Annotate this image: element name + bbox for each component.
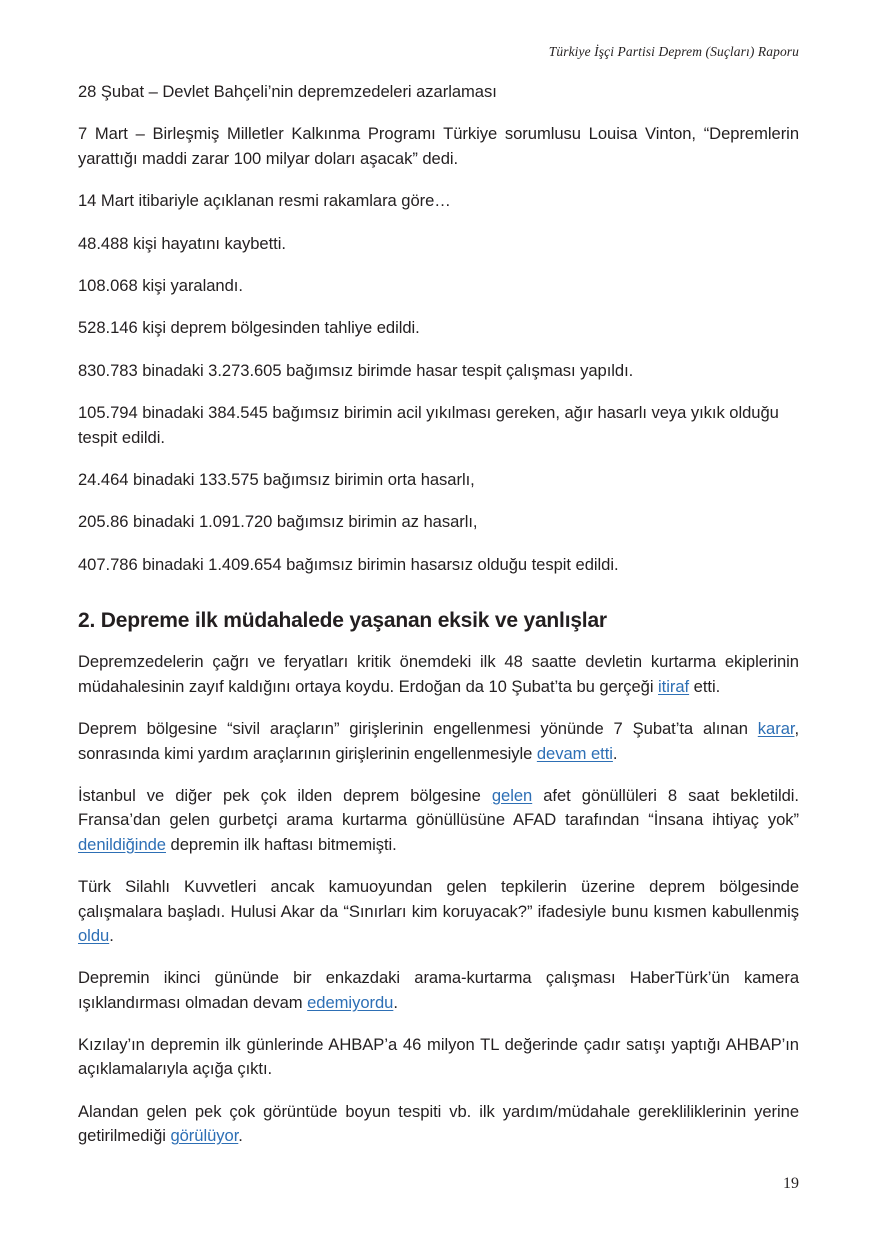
paragraph-text: Depremin ikinci gününde bir enkazdaki arama-kurtarma çalışması HaberTürk’ün kamera ışıklandırması olmadan devam xyxy=(78,968,799,1012)
link-karar[interactable]: karar xyxy=(757,719,795,739)
paragraph-text: . xyxy=(612,743,618,763)
paragraph-text: , sonrasında kimi yardım araçlarının girişlerinin engellenmesiyle xyxy=(78,719,799,763)
link-denildiginde[interactable]: denildiğinde xyxy=(78,834,166,854)
link-oldu[interactable]: oldu xyxy=(78,925,110,945)
body-paragraph-4 xyxy=(78,875,799,948)
paragraph-text: . xyxy=(238,1126,243,1146)
timeline-paragraph: 7 Mart – Birleşmiş Milletler Kalkınma Programı Türkiye sorumlusu Louisa Vinton, “Depremlerin yarattığı maddi zarar 100 milyar doları aşacak” dedi. xyxy=(78,124,799,168)
link-gelen[interactable]: gelen xyxy=(491,785,533,805)
timeline-paragraph: 205.86 binadaki 1.091.720 bağımsız birimin az hasarlı, xyxy=(78,512,478,532)
timeline-paragraph: 528.146 kişi deprem bölgesinden tahliye edildi. xyxy=(78,318,420,338)
page-number: 19 xyxy=(783,1175,799,1192)
body-paragraph-6: Kızılay’ın depremin ilk günlerinde AHBAP’a 46 milyon TL değerinde çadır satışı yaptığı AHBAP’ın açıklamalarıyla açığa çıktı. xyxy=(78,1035,799,1079)
paragraph-text: . xyxy=(393,992,398,1012)
body-paragraph-7 xyxy=(78,1100,799,1149)
body-paragraph-1 xyxy=(78,650,799,699)
running-header: Türkiye İşçi Partisi Deprem (Suçları) Raporu xyxy=(548,44,799,59)
paragraph-text: etti. xyxy=(689,676,721,696)
link-goruluyor[interactable]: görülüyor xyxy=(170,1126,239,1146)
link-devam-etti[interactable]: devam etti xyxy=(536,743,613,763)
timeline-paragraph: 105.794 binadaki 384.545 bağımsız birimin acil yıkılması gereken, ağır hasarlı veya yıkık olduğu tespit edildi. xyxy=(78,403,779,447)
paragraph-text: Depremzedelerin çağrı ve feryatları kritik önemdeki ilk 48 saatte devletin kurtarma ekiplerinin müdahalesinin zayıf kaldığını ortaya koydu. Erdoğan da 10 Şubat’ta bu gerçeği xyxy=(78,652,799,696)
link-edemiyordu[interactable]: edemiyordu xyxy=(307,992,394,1012)
timeline-paragraph: 24.464 binadaki 133.575 bağımsız birimin orta hasarlı, xyxy=(78,469,475,489)
timeline-paragraph: 407.786 binadaki 1.409.654 bağımsız birimin hasarsız olduğu tespit edildi. xyxy=(78,554,619,574)
paragraph-text: Alandan gelen pek çok görüntüde boyun tespiti vb. ilk yardım/müdahale gerekliliklerinin yerine getirilmediği xyxy=(78,1101,799,1146)
body-paragraph-2 xyxy=(78,717,799,766)
timeline-paragraph: 14 Mart itibariyle açıklanan resmi rakamlara göre… xyxy=(78,191,451,211)
timeline-paragraph: 48.488 kişi hayatını kaybetti. xyxy=(78,233,286,253)
page-content xyxy=(78,80,799,1149)
timeline-paragraph: 108.068 kişi yaralandı. xyxy=(78,275,243,295)
paragraph-text: İstanbul ve diğer pek çok ilden deprem bölgesine xyxy=(78,785,492,805)
body-paragraph-5 xyxy=(78,966,799,1015)
paragraph-text: Türk Silahlı Kuvvetleri ancak kamuoyundan gelen tepkilerin üzerine deprem bölgesinde çalışmalara başladı. Hulusi Akar da “Sınırları kim koruyacak?” ifadesiyle bunu kısmen kabullenmiş xyxy=(78,877,799,921)
link-itiraf[interactable]: itiraf xyxy=(658,676,690,696)
section-heading: 2. Depreme ilk müdahalede yaşanan eksik ve yanlışlar xyxy=(78,609,607,633)
timeline-paragraph: 830.783 binadaki 3.273.605 bağımsız birimde hasar tespit çalışması yapıldı. xyxy=(78,360,634,380)
paragraph-text: Deprem bölgesine “sivil araçların” girişlerinin engellenmesi yönünde 7 Şubat’ta alınan xyxy=(78,719,758,739)
paragraph-text: depremin ilk haftası bitmemişti. xyxy=(165,834,397,854)
paragraph-text: . xyxy=(109,925,114,945)
timeline-paragraph: 28 Şubat – Devlet Bahçeli’nin depremzedeleri azarlaması xyxy=(78,82,497,101)
body-paragraph-3 xyxy=(78,784,799,857)
paragraph-text: afet gönüllüleri 8 saat bekletildi. Fransa’dan gelen gurbetçi arama kurtarma gönüllüsüne AFAD tarafından “İnsana ihtiyaç yok” xyxy=(78,785,799,830)
